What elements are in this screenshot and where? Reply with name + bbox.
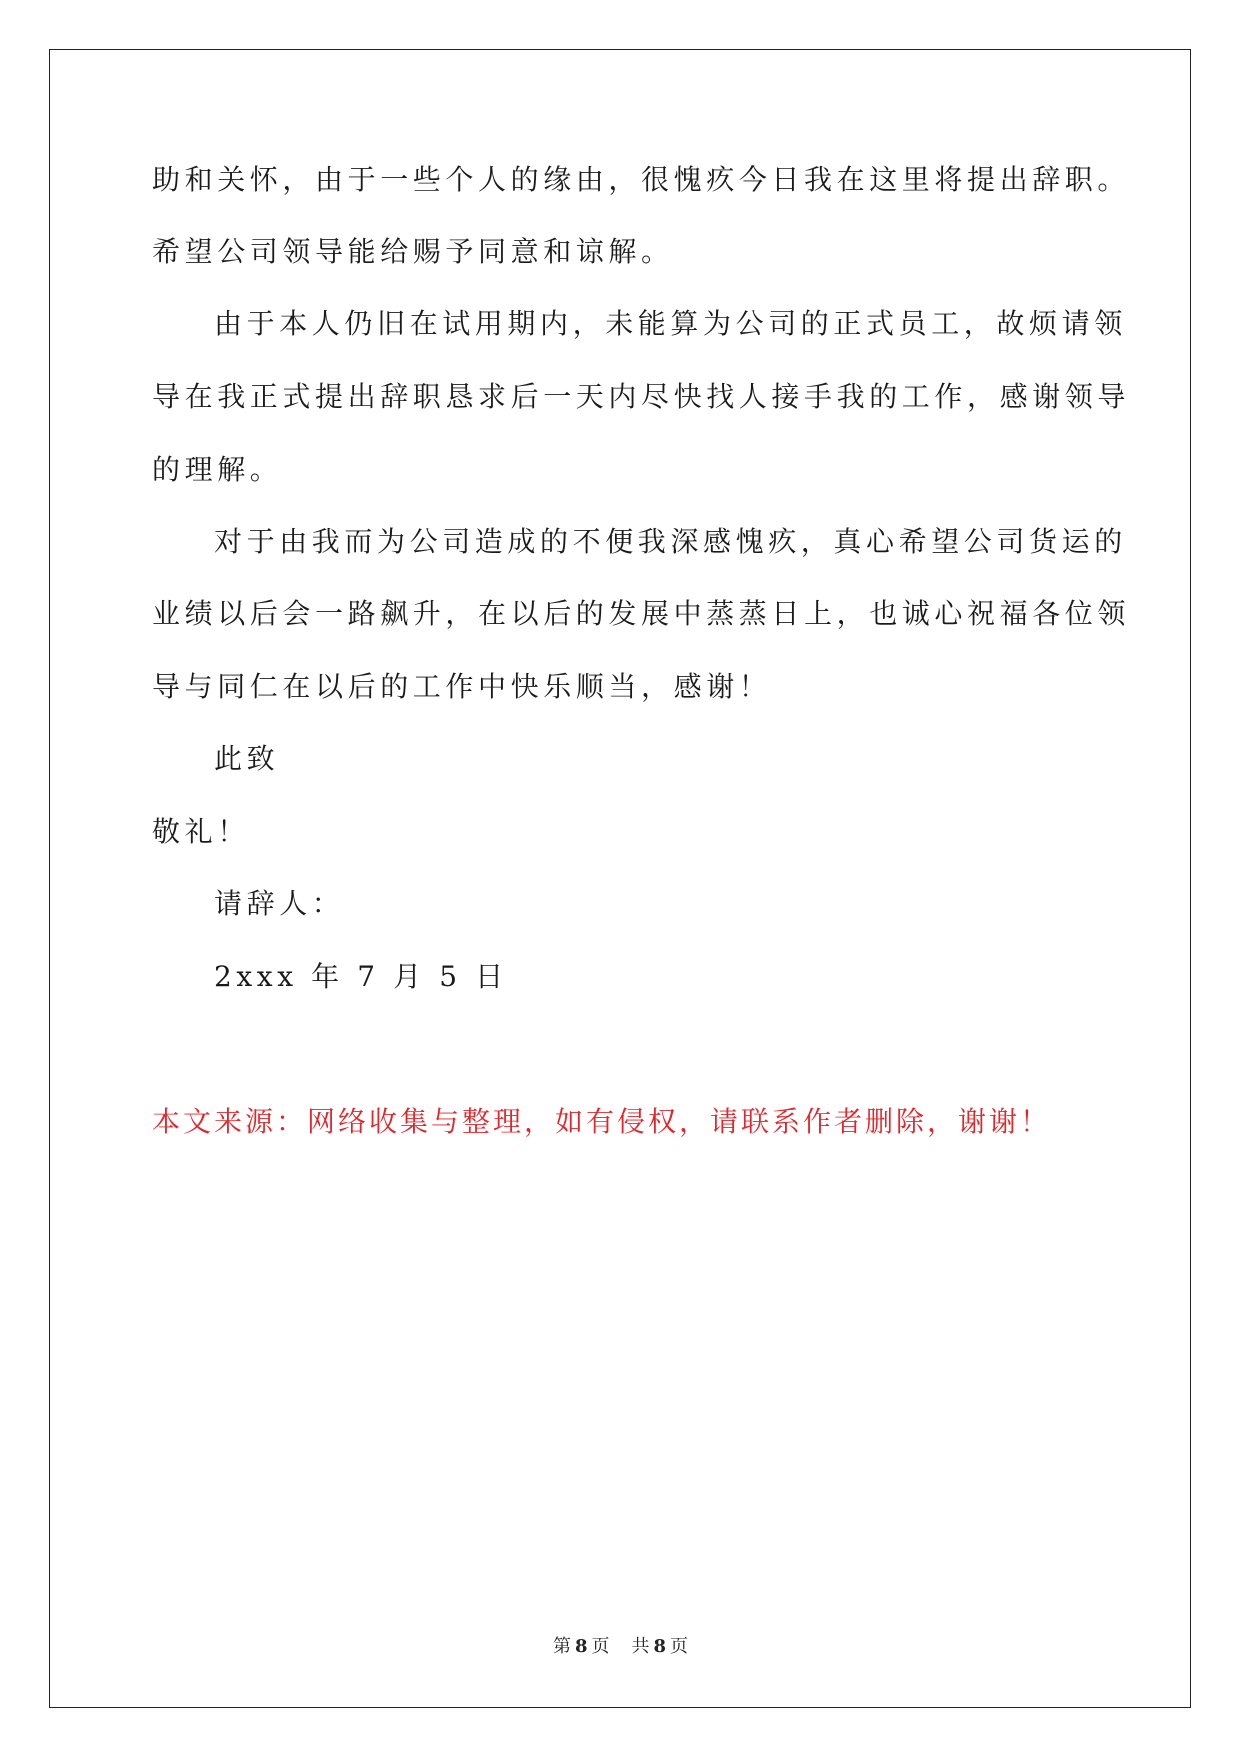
paragraph-line: 业绩以后会一路飙升，在以后的发展中蒸蒸日上，也诚心祝福各位领: [152, 597, 1131, 630]
paragraph-line: 导与同仁在以后的工作中快乐顺当，感谢！: [152, 670, 772, 703]
total-prefix: 共: [631, 1636, 650, 1657]
paragraph-line: 对于由我而为公司造成的不便我深感愧疚，真心希望公司货运的: [214, 525, 1127, 558]
page-prefix: 第: [552, 1636, 571, 1657]
total-suffix: 页: [670, 1636, 689, 1657]
paragraph-line: 助和关怀，由于一些个人的缘由，很愧疚今日我在这里将提出辞职。: [152, 163, 1131, 196]
paragraph-line: 希望公司领导能给赐予同意和谅解。: [152, 235, 674, 268]
date-text: 2xxx 年 7 月 5 日: [214, 960, 508, 993]
source-note: 本文来源：网络收集与整理，如有侵权，请联系作者删除，谢谢！: [152, 1105, 1052, 1138]
page-footer: [0, 1632, 1241, 1658]
closing-text: 此致: [214, 742, 280, 775]
paragraph-line: 的理解。: [152, 453, 283, 486]
paragraph-line: 由于本人仍旧在试用期内，未能算为公司的正式员工，故烦请领: [214, 307, 1127, 340]
page-suffix: 页: [591, 1636, 610, 1657]
paragraph-line: 导在我正式提出辞职恳求后一天内尽快找人接手我的工作，感谢领导: [152, 380, 1131, 413]
page-total: 8: [653, 1636, 667, 1657]
page-frame: [49, 49, 1191, 1708]
page-current: 8: [574, 1636, 588, 1657]
salute-text: 敬礼！: [152, 815, 250, 848]
signature-label: 请辞人：: [214, 887, 345, 920]
